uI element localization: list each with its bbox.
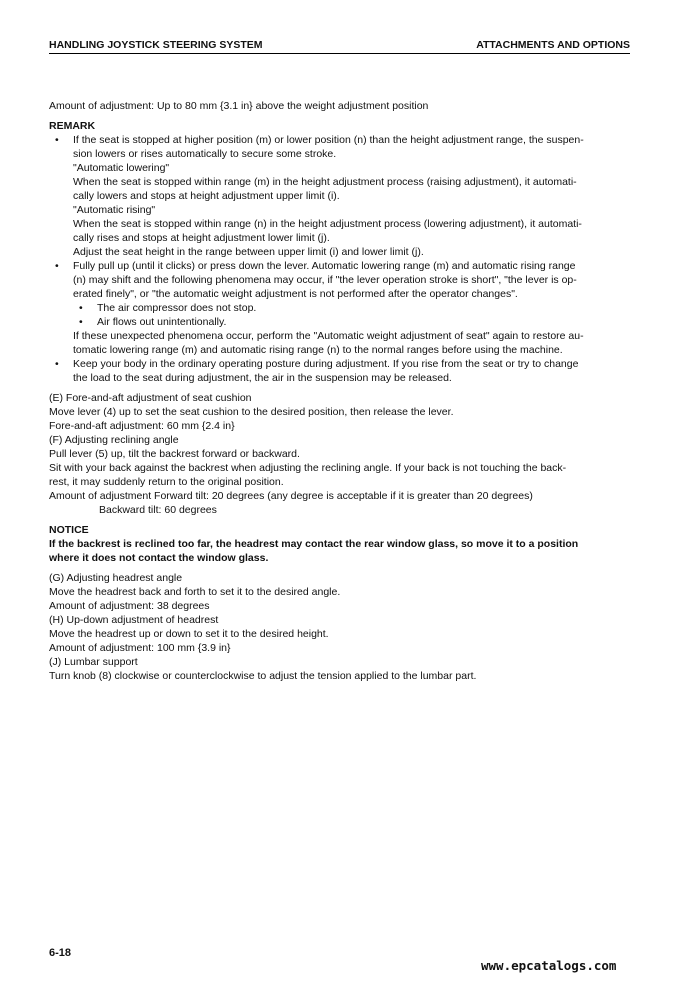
- bullet-icon: •: [55, 134, 59, 146]
- remark-heading: REMARK: [49, 120, 96, 132]
- remark-line: Keep your body in the ordinary operating posture during adjustment. If you rise from the seat or try to change: [73, 358, 579, 370]
- section-heading: (J) Lumbar support: [49, 656, 138, 668]
- remark-subbullet-2: [49, 315, 630, 329]
- remark-line: the load to the seat during adjustment, the air in the suspension may be released.: [73, 372, 452, 384]
- section-line: Amount of adjustment: 100 mm {3.9 in}: [49, 642, 231, 654]
- section-line: Move lever (4) up to set the seat cushion to the desired position, then release the lever.: [49, 406, 454, 418]
- remark-bullet-1: [49, 133, 630, 259]
- remark-subline: Air flows out unintentionally.: [97, 316, 227, 328]
- remark-line: tomatic lowering range (m) and automatic rising range (n) to the normal ranges before using the machine.: [73, 344, 563, 356]
- header-right-title: ATTACHMENTS AND OPTIONS: [476, 39, 630, 51]
- section-line: Move the headrest up or down to set it to the desired height.: [49, 628, 329, 640]
- remark-line: If these unexpected phenomena occur, perform the "Automatic weight adjustment of seat" again to restore au-: [73, 330, 584, 342]
- remark-bullet-2: [49, 259, 630, 301]
- remark-bullet-2-continued: [49, 329, 630, 357]
- section-line: Move the headrest back and forth to set it to the desired angle.: [49, 586, 341, 598]
- bullet-icon: •: [79, 302, 83, 314]
- section-line: Backward tilt: 60 degrees: [99, 504, 217, 516]
- section-line: Turn knob (8) clockwise or counterclockwise to adjust the tension applied to the lumbar part.: [49, 670, 477, 682]
- remark-line: cally lowers and stops at height adjustment upper limit (i).: [73, 190, 340, 202]
- page-number: 6-18: [49, 947, 72, 959]
- remark-line: If the seat is stopped at higher position (m) or lower position (n) than the height adjustment range, the suspen-: [73, 134, 584, 146]
- section-line: Fore-and-aft adjustment: 60 mm {2.4 in}: [49, 420, 235, 432]
- header-rule: [49, 53, 630, 54]
- remark-line: "Automatic rising": [73, 204, 156, 216]
- remark-subbullet-1: [49, 301, 630, 315]
- remark-line: (n) may shift and the following phenomena may occur, if "the lever operation stroke is short", "the lever is op-: [73, 274, 577, 286]
- notice-line: where it does not contact the window glass.: [49, 552, 269, 564]
- section-line: rest, it may suddenly return to the original position.: [49, 476, 284, 488]
- website-watermark: www.epcatalogs.com: [481, 958, 617, 973]
- section-line: Sit with your back against the backrest when adjusting the reclining angle. If your back is not touching the back-: [49, 462, 567, 474]
- notice-line: If the backrest is reclined too far, the headrest may contact the rear window glass, so move it to a position: [49, 538, 579, 550]
- notice-heading: NOTICE: [49, 524, 89, 536]
- remark-line: sion lowers or rises automatically to secure some stroke.: [73, 148, 337, 160]
- remark-line: erated finely", or "the automatic weight adjustment is not performed after the operator changes".: [73, 288, 518, 300]
- remark-line: Adjust the seat height in the range between upper limit (i) and lower limit (j).: [73, 246, 424, 258]
- intro-line: Amount of adjustment: Up to 80 mm {3.1 in} above the weight adjustment position: [49, 100, 429, 112]
- section-g-j: [49, 571, 630, 683]
- section-e-f: [49, 391, 630, 517]
- bullet-icon: •: [79, 316, 83, 328]
- remark-line: cally rises and stops at height adjustment lower limit (j).: [73, 232, 330, 244]
- header-left-title: HANDLING JOYSTICK STEERING SYSTEM: [49, 39, 263, 51]
- remark-line: "Automatic lowering": [73, 162, 170, 174]
- remark-line: When the seat is stopped within range (n) in the height adjustment process (lowering adjustment), it automati-: [73, 218, 582, 230]
- section-line: Pull lever (5) up, tilt the backrest forward or backward.: [49, 448, 300, 460]
- page-body: [49, 99, 630, 683]
- remark-subline: The air compressor does not stop.: [97, 302, 257, 314]
- section-heading: (F) Adjusting reclining angle: [49, 434, 179, 446]
- remark-line: Fully pull up (until it clicks) or press down the lever. Automatic lowering range (m) and automatic rising range: [73, 260, 576, 272]
- bullet-icon: •: [55, 260, 59, 272]
- page-header: [49, 39, 630, 53]
- remark-bullet-3: [49, 357, 630, 385]
- section-heading: (E) Fore-and-aft adjustment of seat cushion: [49, 392, 252, 404]
- bullet-icon: •: [55, 358, 59, 370]
- section-heading: (G) Adjusting headrest angle: [49, 572, 183, 584]
- section-line: Amount of adjustment Forward tilt: 20 degrees (any degree is acceptable if it is greater than 20 degrees): [49, 490, 533, 502]
- notice-block: [49, 523, 630, 565]
- section-line: Amount of adjustment: 38 degrees: [49, 600, 210, 612]
- remark-line: When the seat is stopped within range (m) in the height adjustment process (raising adjustment), it automati-: [73, 176, 577, 188]
- section-heading: (H) Up-down adjustment of headrest: [49, 614, 219, 626]
